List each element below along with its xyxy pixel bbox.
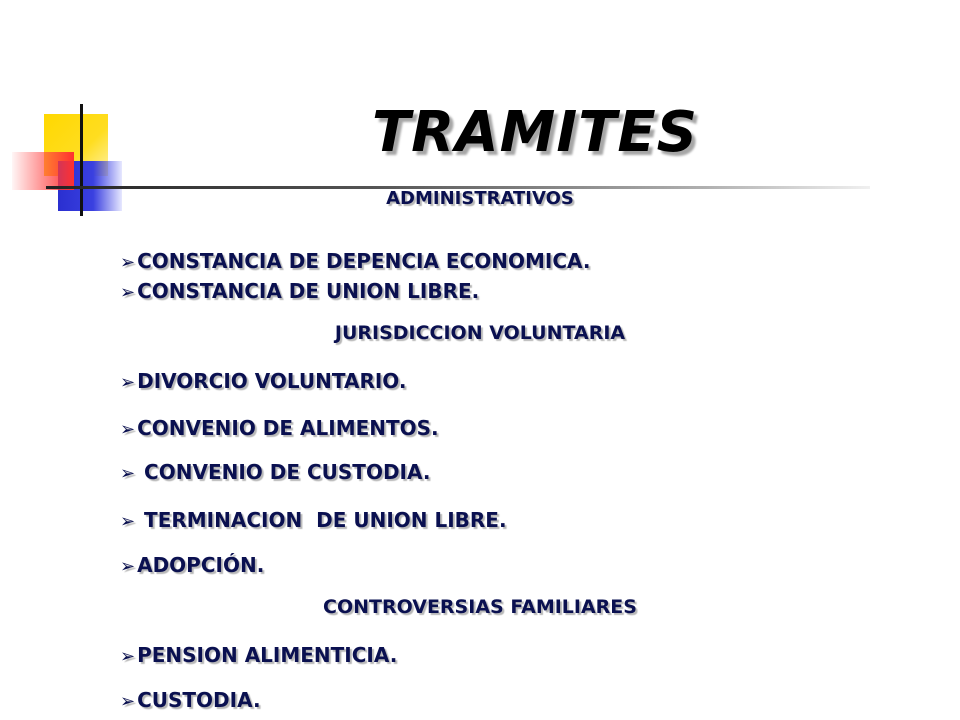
list-item	[120, 643, 397, 667]
section-heading-jurisdiccion: JURISDICCION VOLUNTARIA	[334, 322, 626, 344]
arrow-bullet-icon: ➢	[120, 511, 136, 532]
list-item-label: CONSTANCIA DE DEPENCIA ECONOMICA.	[137, 249, 591, 273]
list-item-label: TERMINACION DE UNION LIBRE.	[137, 508, 507, 532]
arrow-bullet-icon: ➢	[120, 556, 136, 577]
arrow-bullet-icon: ➢	[120, 372, 136, 393]
list-item	[120, 416, 439, 440]
arrow-bullet-icon: ➢	[120, 463, 136, 484]
list-item	[120, 279, 479, 303]
list-item-label: CONVENIO DE ALIMENTOS.	[137, 416, 439, 440]
arrow-bullet-icon: ➢	[120, 691, 136, 712]
list-item-label: PENSION ALIMENTICIA.	[137, 643, 398, 667]
list-item-label: CONVENIO DE CUSTODIA.	[137, 460, 431, 484]
slide-decoration	[0, 0, 140, 230]
slide-title: TRAMITES	[371, 100, 698, 165]
list-item-label: DIVORCIO VOLUNTARIO.	[137, 369, 407, 393]
red-square-decoration	[12, 152, 74, 190]
section-heading-controversias: CONTROVERSIAS FAMILIARES	[323, 596, 637, 618]
list-item	[120, 460, 430, 484]
list-item-label: CUSTODIA.	[137, 688, 261, 712]
list-item	[120, 688, 261, 712]
list-item-label: ADOPCIÓN.	[137, 553, 265, 577]
list-item	[120, 553, 264, 577]
section-heading-administrativos: ADMINISTRATIVOS	[386, 188, 574, 209]
arrow-bullet-icon: ➢	[120, 252, 136, 273]
list-item	[120, 369, 406, 393]
arrow-bullet-icon: ➢	[120, 419, 136, 440]
arrow-bullet-icon: ➢	[120, 646, 136, 667]
vertical-rule	[80, 104, 83, 216]
list-item	[120, 249, 590, 273]
arrow-bullet-icon: ➢	[120, 282, 136, 303]
list-item-label: CONSTANCIA DE UNION LIBRE.	[137, 279, 480, 303]
list-item	[120, 508, 507, 532]
